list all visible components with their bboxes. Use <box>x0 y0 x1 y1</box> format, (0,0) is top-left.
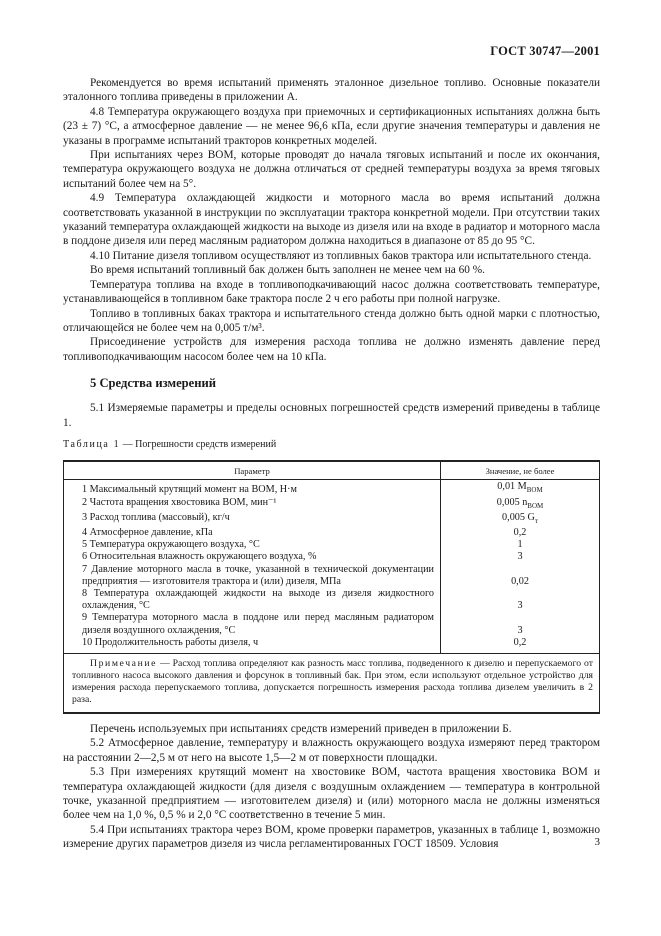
paragraph: При испытаниях через ВОМ, которые проводят до начала тяговых испытаний и после их окончания, температура окружающего воздуха не должна отличаться от средней температуры воздуха за время тяговых испытаний более чем на 5°. <box>63 149 600 190</box>
paragraph: 5.2 Атмосферное давление, температуру и влажность окружающего воздуха измеряют перед трактором на расстоянии 2—2,5 м от него на высоте 1,5—2 м от поверхности площадки. <box>63 737 600 764</box>
table-cell-parameter: 3 Расход топлива (массовый), кг/ч <box>64 512 441 527</box>
table-row <box>64 564 600 588</box>
paragraph: Перечень используемых при испытаниях средств измерений приведен в приложении Б. <box>90 723 512 736</box>
table-cell-value <box>441 480 600 497</box>
paragraph: Температура топлива на входе в топливоподкачивающий насос должна соответствовать температуре, устанавливающейся в топливном баке трактора после 2 ч его работы при полной нагрузке. <box>63 278 600 306</box>
table-cell-parameter: 2 Частота вращения хвостовика ВОМ, мин⁻¹ <box>64 497 441 512</box>
table-cell-parameter: 8 Температура охлаждающей жидкости на выходе из дизеля жидкостного охлаждения, °С <box>64 588 441 612</box>
table-cell-parameter: 4 Атмосферное давление, кПа <box>64 527 441 539</box>
table-cell-value <box>441 512 600 527</box>
table-row <box>64 588 600 612</box>
paragraph: 4.8 Температура окружающего воздуха при приемочных и сертификационных испытаниях должна быть (23 ± 7) °С, а атмосферное давление — не менее 96,6 кПа, если другие значения температуры и давления не указаны в программе испытаний тракторов конкретных моделей. <box>63 105 600 147</box>
paragraphs-bottom <box>63 722 600 852</box>
paragraph: Рекомендуется во время испытаний применять эталонное дизельное топливо. Основные показатели эталонного топлива приведены в приложении А. <box>63 77 600 104</box>
paragraphs-top <box>63 76 600 364</box>
value-text: 0,005 n <box>496 496 528 508</box>
table-cell-value <box>441 539 600 551</box>
table-caption-label: Таблица 1 <box>63 438 121 450</box>
errors-table <box>63 460 600 714</box>
table-row <box>64 480 600 497</box>
column-header-value: Значение, не более <box>441 461 600 480</box>
table-caption <box>63 438 600 452</box>
table-cell-parameter: 1 Максимальный крутящий момент на ВОМ, Н·м <box>64 480 441 497</box>
paragraph: 4.9 Температура охлаждающей жидкости и моторного масла во время испытаний должна соответствовать указанной в инструкции по эксплуатации трактора конкретной модели. При отсутствии таких указаний температура охлаждающей жидкости на выходе из дизеля или на входе в радиатор и моторного масла в поддоне дизеля или перед масляным радиатором должна находиться в диапазоне от 85 до 95 °С. <box>63 192 600 248</box>
document-body <box>63 76 600 852</box>
paragraph: 5.3 При измерениях крутящий момент на хвостовике ВОМ, частота вращения хвостовика ВОМ и температура охлаждающей жидкости (для дизеля с воздушным охлаждением — температура в контрольной точке, указанной предприятием — изготовителем дизеля) и (или) моторного масла не должны изменяться более чем на 1,0 %, 0,5 % и 2,0 °С соответственно в течение 5 мин. <box>63 766 600 822</box>
value-subscript: ВОМ <box>526 486 543 495</box>
value-text: 0,02 <box>511 575 529 587</box>
table-row <box>64 551 600 563</box>
table-row <box>64 497 600 512</box>
table-cell-parameter: 10 Продолжительность работы дизеля, ч <box>64 637 441 654</box>
table-body <box>64 480 600 654</box>
table-row <box>64 637 600 654</box>
table-cell-value <box>441 527 600 539</box>
table-row <box>64 527 600 539</box>
section-title: 5 Средства измерений <box>90 376 217 391</box>
table-cell-parameter: 7 Давление моторного масла в точке, указанной в технической документации предприятия — изготовителя трактора и (или) дизеля, МПа <box>64 564 441 588</box>
page-number: 3 <box>594 836 600 848</box>
value-text: 0,2 <box>513 636 527 648</box>
table-note-text: — Расход топлива определяют как разность масс топлива, подведенного к дизелю и перепускаемого от топливного насоса высокого давления и форсунок в топливный бак. При этом, если используют отдельное устройство для измерения расхода перепускаемого топлива, допускается погрешность измерения расхода топлива дизелем увеличить в 2 раза. <box>72 658 593 706</box>
paragraph-5-1: 5.1 Измеряемые параметры и пределы основных погрешностей средств измерений приведены в таблице 1. <box>63 402 600 429</box>
value-subscript: ВОМ <box>527 501 544 510</box>
paragraph: 5.4 При испытаниях трактора через ВОМ, кроме проверки параметров, указанных в таблице 1, возможно измерение других параметров дизеля из числа регламентированных ГОСТ 18509. Условия <box>63 823 600 851</box>
document-header: ГОСТ 30747—2001 <box>490 44 600 58</box>
value-text: 0,005 G <box>502 511 535 523</box>
table-cell-value <box>441 497 600 512</box>
table-note <box>64 654 600 714</box>
table-cell-value <box>441 588 600 612</box>
value-text: 3 <box>517 624 523 636</box>
table-row <box>64 539 600 551</box>
value-text: 0,01 M <box>497 481 527 493</box>
table-note-row <box>64 654 600 714</box>
table-cell-parameter: 5 Температура окружающего воздуха, °С <box>64 539 441 551</box>
value-text: 0,2 <box>513 527 527 539</box>
paragraph: 4.10 Питание дизеля топливом осуществляют из топливных баков трактора или испытательного стенда. <box>90 249 592 262</box>
table-cell-value <box>441 612 600 636</box>
table-caption-text: — Погрешности средств измерений <box>120 438 277 450</box>
table-row <box>64 612 600 636</box>
paragraph: Топливо в топливных баках трактора и испытательного стенда должно быть одной марки с плотностью, отличающейся не более чем на 0,005 т/м³. <box>63 307 600 334</box>
table-cell-parameter: 6 Относительная влажность окружающего воздуха, % <box>64 551 441 563</box>
table-cell-value <box>441 551 600 563</box>
value-subscript: т <box>534 516 538 525</box>
value-text: 3 <box>517 600 523 612</box>
paragraph: Во время испытаний топливный бак должен быть заполнен не менее чем на 60 %. <box>90 264 485 277</box>
table-row <box>64 512 600 527</box>
table-cell-parameter: 9 Температура моторного масла в поддоне или перед масляным радиатором дизеля воздушного охлаждения, °С <box>64 612 441 636</box>
paragraph: Присоединение устройств для измерения расхода топлива не должно изменять давление перед топливоподкачивающим насосом более чем на 10 кПа. <box>63 336 600 363</box>
table-note-label: Примечание <box>90 658 158 670</box>
value-text: 3 <box>517 551 523 563</box>
table-cell-value <box>441 564 600 588</box>
value-text: 1 <box>517 539 523 551</box>
column-header-parameter: Параметр <box>64 461 441 480</box>
table-cell-value <box>441 637 600 654</box>
